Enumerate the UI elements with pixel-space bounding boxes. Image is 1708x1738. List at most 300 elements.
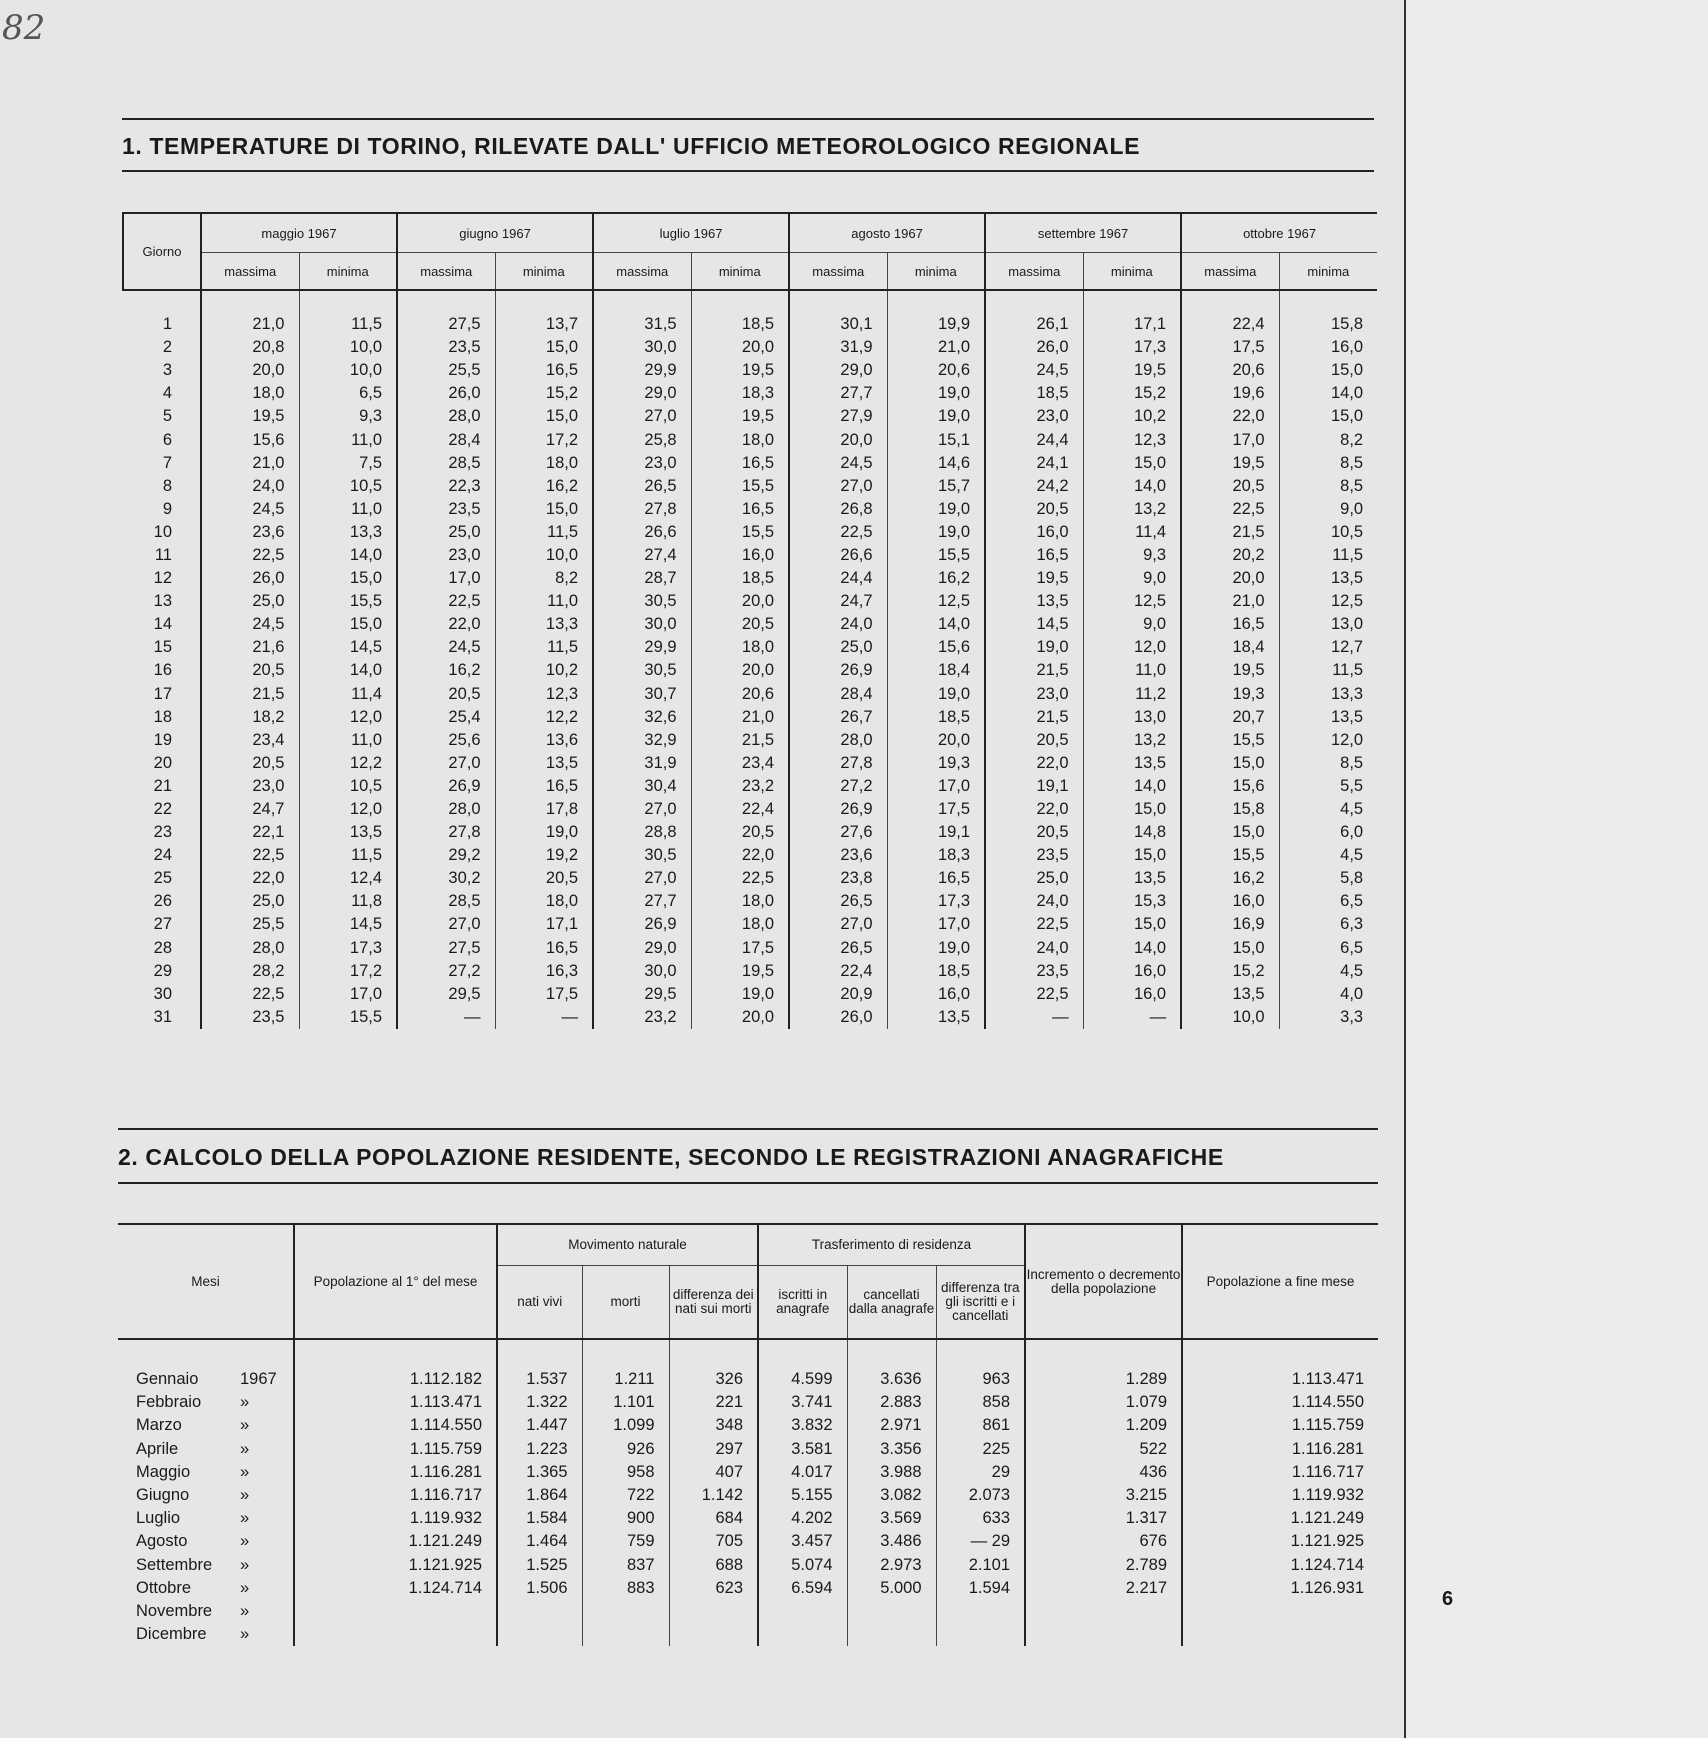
max-temp-cell: 22,0 <box>985 752 1083 775</box>
min-temp-cell: 19,0 <box>887 521 985 544</box>
day-cell: 19 <box>153 730 172 749</box>
max-temp-cell: 26,5 <box>789 937 887 960</box>
table-row <box>123 867 1377 890</box>
incremento-cell: 1.079 <box>1025 1391 1182 1414</box>
max-temp-cell: 21,6 <box>201 636 299 659</box>
min-temp-cell: 20,0 <box>691 1006 789 1029</box>
movimento-naturale-header: Movimento naturale <box>497 1224 758 1266</box>
table-row <box>123 937 1377 960</box>
table-row <box>123 636 1377 659</box>
max-temp-cell: 16,9 <box>1181 913 1279 936</box>
morti-cell: 759 <box>582 1530 669 1553</box>
page-edge-rule <box>1404 0 1406 1738</box>
min-temp-cell: 15,0 <box>495 498 593 521</box>
max-temp-cell: 24,5 <box>201 498 299 521</box>
max-temp-cell: 27,2 <box>789 775 887 798</box>
max-temp-cell: 15,6 <box>1181 775 1279 798</box>
iscritti-cell <box>758 1623 847 1646</box>
morti-cell: 958 <box>582 1461 669 1484</box>
cancellati-cell: 2.883 <box>847 1391 936 1414</box>
max-temp-cell: 19,5 <box>201 405 299 428</box>
day-cell: 21 <box>153 776 172 795</box>
max-temp-cell: 24,1 <box>985 452 1083 475</box>
year-value: » <box>240 1532 250 1551</box>
nati-cell <box>497 1623 582 1646</box>
min-temp-cell: 11,5 <box>299 290 397 336</box>
min-temp-cell: 12,3 <box>1083 428 1181 451</box>
table-row <box>118 1530 1378 1553</box>
min-temp-cell: 15,0 <box>495 405 593 428</box>
max-temp-cell: 28,5 <box>397 452 495 475</box>
month-header: luglio 1967 <box>593 213 789 253</box>
max-temp-cell: 29,0 <box>593 382 691 405</box>
month-name: Marzo <box>136 1416 182 1435</box>
max-temp-cell: 20,0 <box>789 428 887 451</box>
table-row <box>123 798 1377 821</box>
min-temp-cell: 15,3 <box>1083 890 1181 913</box>
min-temp-cell: 16,5 <box>495 775 593 798</box>
diff-res-cell: 2.073 <box>936 1484 1025 1507</box>
max-temp-cell: 22,5 <box>789 521 887 544</box>
min-temp-cell: 16,5 <box>691 452 789 475</box>
min-temp-cell: 20,0 <box>887 729 985 752</box>
min-temp-cell: 4,5 <box>1279 960 1377 983</box>
max-temp-cell: 24,4 <box>789 567 887 590</box>
min-temp-cell: 15,0 <box>495 336 593 359</box>
max-temp-cell: 26,5 <box>593 475 691 498</box>
pop-fine-cell: 1.121.925 <box>1182 1530 1378 1553</box>
day-cell: 7 <box>162 453 172 472</box>
min-temp-cell: 18,0 <box>691 428 789 451</box>
diff-nat-cell: 705 <box>669 1530 758 1553</box>
month-header: ottobre 1967 <box>1181 213 1377 253</box>
table-row <box>123 683 1377 706</box>
table-row <box>123 752 1377 775</box>
max-temp-cell: 21,5 <box>985 659 1083 682</box>
iscritti-cell: 3.457 <box>758 1530 847 1553</box>
pop-fine-cell: 1.119.932 <box>1182 1484 1378 1507</box>
max-temp-cell: 25,0 <box>201 890 299 913</box>
population-table <box>118 1223 1378 1646</box>
max-temp-cell: 20,7 <box>1181 706 1279 729</box>
max-temp-cell: 19,5 <box>985 567 1083 590</box>
giorno-header: Giorno <box>123 213 201 290</box>
max-temp-cell: 28,5 <box>397 890 495 913</box>
max-temp-cell: 21,0 <box>1181 590 1279 613</box>
max-temp-cell: 26,6 <box>593 521 691 544</box>
incremento-cell <box>1025 1600 1182 1623</box>
table-row <box>123 567 1377 590</box>
max-temp-cell: 24,5 <box>201 613 299 636</box>
minima-header: minima <box>495 253 593 291</box>
table-row <box>118 1414 1378 1437</box>
temperature-table <box>122 212 1377 1029</box>
min-temp-cell: 18,0 <box>691 890 789 913</box>
max-temp-cell: 20,5 <box>397 683 495 706</box>
max-temp-cell: 27,0 <box>593 798 691 821</box>
max-temp-cell: 26,5 <box>789 890 887 913</box>
page-number: 6 <box>1442 1588 1454 1610</box>
max-temp-cell: 22,4 <box>789 960 887 983</box>
max-temp-cell: 27,0 <box>593 405 691 428</box>
table-row <box>123 498 1377 521</box>
mese-cell <box>118 1484 294 1507</box>
min-temp-cell: 17,8 <box>495 798 593 821</box>
incremento-header: Incremento o decremento della popolazione <box>1025 1224 1182 1339</box>
min-temp-cell: 18,0 <box>495 452 593 475</box>
diff-nat-cell: 684 <box>669 1507 758 1530</box>
max-temp-cell: 10,0 <box>1181 1006 1279 1029</box>
minima-header: minima <box>691 253 789 291</box>
morti-cell <box>582 1623 669 1646</box>
min-temp-cell: 12,0 <box>1279 729 1377 752</box>
max-temp-cell: 27,4 <box>593 544 691 567</box>
max-temp-cell: 27,0 <box>789 475 887 498</box>
incremento-cell: 522 <box>1025 1438 1182 1461</box>
day-cell: 22 <box>153 800 172 819</box>
incremento-cell: 2.789 <box>1025 1554 1182 1577</box>
min-temp-cell: 15,5 <box>299 1006 397 1029</box>
max-temp-cell: 19,5 <box>1181 659 1279 682</box>
max-temp-cell: 24,4 <box>985 428 1083 451</box>
incremento-cell: 1.317 <box>1025 1507 1182 1530</box>
max-temp-cell: 18,4 <box>1181 636 1279 659</box>
min-temp-cell: 9,0 <box>1083 613 1181 636</box>
month-header: settembre 1967 <box>985 213 1181 253</box>
max-temp-cell: 24,5 <box>985 359 1083 382</box>
month-name: Giugno <box>136 1486 190 1505</box>
diff-res-cell: 225 <box>936 1438 1025 1461</box>
iscritti-header: iscritti in anagrafe <box>758 1266 847 1340</box>
max-temp-cell: 27,7 <box>789 382 887 405</box>
cancellati-header: cancellati dalla anagrafe <box>847 1266 936 1340</box>
min-temp-cell: 19,0 <box>887 498 985 521</box>
nati-cell: 1.464 <box>497 1530 582 1553</box>
year-value: » <box>240 1509 250 1528</box>
cancellati-cell: 3.636 <box>847 1339 936 1391</box>
min-temp-cell: 3,3 <box>1279 1006 1377 1029</box>
max-temp-cell: 20,5 <box>985 729 1083 752</box>
table-row <box>123 913 1377 936</box>
morti-cell: 837 <box>582 1554 669 1577</box>
min-temp-cell: 17,1 <box>1083 290 1181 336</box>
morti-cell: 900 <box>582 1507 669 1530</box>
table-row <box>123 590 1377 613</box>
max-temp-cell: 30,5 <box>593 659 691 682</box>
day-cell: 2 <box>162 338 172 357</box>
diff-res-cell: — 29 <box>936 1530 1025 1553</box>
min-temp-cell: 13,2 <box>1083 498 1181 521</box>
mese-cell <box>118 1507 294 1530</box>
min-temp-cell: 17,5 <box>887 798 985 821</box>
max-temp-cell: 26,0 <box>201 567 299 590</box>
nati-cell: 1.365 <box>497 1461 582 1484</box>
incremento-cell: 436 <box>1025 1461 1182 1484</box>
min-temp-cell: — <box>495 1006 593 1029</box>
diff-nat-cell <box>669 1600 758 1623</box>
min-temp-cell: 11,5 <box>1279 544 1377 567</box>
max-temp-cell: 20,8 <box>201 336 299 359</box>
max-temp-cell: 18,2 <box>201 706 299 729</box>
morti-cell: 1.099 <box>582 1414 669 1437</box>
day-cell: 12 <box>153 569 172 588</box>
min-temp-cell: 16,2 <box>887 567 985 590</box>
min-temp-cell: 19,5 <box>691 405 789 428</box>
min-temp-cell: 4,5 <box>1279 798 1377 821</box>
min-temp-cell: 7,5 <box>299 452 397 475</box>
nati-cell: 1.322 <box>497 1391 582 1414</box>
max-temp-cell: 16,0 <box>985 521 1083 544</box>
table-row <box>123 452 1377 475</box>
min-temp-cell: 5,5 <box>1279 775 1377 798</box>
max-temp-cell: 25,6 <box>397 729 495 752</box>
min-temp-cell: 19,5 <box>691 359 789 382</box>
max-temp-cell: 22,0 <box>201 867 299 890</box>
max-temp-cell: 23,5 <box>201 1006 299 1029</box>
min-temp-cell: 11,4 <box>1083 521 1181 544</box>
massima-header: massima <box>201 253 299 291</box>
minima-header: minima <box>1083 253 1181 291</box>
iscritti-cell: 5.155 <box>758 1484 847 1507</box>
max-temp-cell: 17,0 <box>1181 428 1279 451</box>
max-temp-cell: 22,5 <box>201 544 299 567</box>
table2-title: 2. CALCOLO DELLA POPOLAZIONE RESIDENTE, SECONDO LE REGISTRAZIONI ANAGRAFICHE <box>118 1128 1378 1184</box>
month-name: Febbraio <box>136 1393 202 1412</box>
year-value: 1967 <box>240 1370 277 1389</box>
min-temp-cell: 19,2 <box>495 844 593 867</box>
min-temp-cell: 13,3 <box>299 521 397 544</box>
cancellati-cell: 3.082 <box>847 1484 936 1507</box>
min-temp-cell: 12,3 <box>495 683 593 706</box>
max-temp-cell: 16,2 <box>1181 867 1279 890</box>
max-temp-cell: — <box>397 1006 495 1029</box>
min-temp-cell: 16,5 <box>495 359 593 382</box>
min-temp-cell: 13,3 <box>495 613 593 636</box>
max-temp-cell: 23,4 <box>201 729 299 752</box>
pop-inizio-cell: 1.116.717 <box>294 1484 497 1507</box>
min-temp-cell: 13,5 <box>495 752 593 775</box>
cancellati-cell <box>847 1623 936 1646</box>
cancellati-cell: 3.988 <box>847 1461 936 1484</box>
min-temp-cell: 5,8 <box>1279 867 1377 890</box>
max-temp-cell: 30,7 <box>593 683 691 706</box>
max-temp-cell: 20,6 <box>1181 359 1279 382</box>
day-cell: 26 <box>153 892 172 911</box>
max-temp-cell: 21,0 <box>201 290 299 336</box>
nati-cell <box>497 1600 582 1623</box>
min-temp-cell: 10,5 <box>299 475 397 498</box>
min-temp-cell: 11,4 <box>299 683 397 706</box>
min-temp-cell: 14,0 <box>1083 937 1181 960</box>
max-temp-cell: 20,0 <box>1181 567 1279 590</box>
max-temp-cell: 29,9 <box>593 636 691 659</box>
max-temp-cell: 28,7 <box>593 567 691 590</box>
max-temp-cell: 20,5 <box>201 752 299 775</box>
pop-inizio-cell: 1.115.759 <box>294 1438 497 1461</box>
day-cell: 15 <box>153 638 172 657</box>
max-temp-cell: 25,0 <box>201 590 299 613</box>
max-temp-cell: 19,0 <box>985 636 1083 659</box>
trasferimento-header: Trasferimento di residenza <box>758 1224 1025 1266</box>
max-temp-cell: 30,1 <box>789 290 887 336</box>
min-temp-cell: 11,0 <box>299 498 397 521</box>
min-temp-cell: 13,2 <box>1083 729 1181 752</box>
nati-cell: 1.506 <box>497 1577 582 1600</box>
iscritti-cell: 3.741 <box>758 1391 847 1414</box>
mese-cell <box>118 1339 294 1391</box>
min-temp-cell: 22,0 <box>691 844 789 867</box>
max-temp-cell: 15,8 <box>1181 798 1279 821</box>
min-temp-cell: 12,0 <box>299 798 397 821</box>
max-temp-cell: 24,2 <box>985 475 1083 498</box>
max-temp-cell: 26,9 <box>789 659 887 682</box>
max-temp-cell: 22,5 <box>1181 498 1279 521</box>
min-temp-cell: 11,5 <box>495 636 593 659</box>
min-temp-cell: 18,3 <box>691 382 789 405</box>
diff-nat-cell <box>669 1623 758 1646</box>
min-temp-cell: 11,0 <box>299 428 397 451</box>
min-temp-cell: 16,0 <box>887 983 985 1006</box>
pop-inizio-cell: 1.116.281 <box>294 1461 497 1484</box>
pop-fine-cell <box>1182 1623 1378 1646</box>
max-temp-cell: 27,8 <box>789 752 887 775</box>
min-temp-cell: 19,3 <box>887 752 985 775</box>
year-value: » <box>240 1601 250 1620</box>
table-row <box>123 844 1377 867</box>
min-temp-cell: 15,0 <box>299 567 397 590</box>
max-temp-cell: 21,5 <box>1181 521 1279 544</box>
min-temp-cell: 12,7 <box>1279 636 1377 659</box>
min-temp-cell: 17,1 <box>495 913 593 936</box>
min-temp-cell: 9,0 <box>1279 498 1377 521</box>
iscritti-cell: 4.599 <box>758 1339 847 1391</box>
year-value: » <box>240 1555 250 1574</box>
diff-res-cell: 29 <box>936 1461 1025 1484</box>
min-temp-cell: 18,0 <box>691 913 789 936</box>
min-temp-cell: 15,0 <box>1083 798 1181 821</box>
max-temp-cell: 24,7 <box>201 798 299 821</box>
month-name: Agosto <box>136 1532 188 1551</box>
iscritti-cell: 6.594 <box>758 1577 847 1600</box>
diff-nat-cell: 297 <box>669 1438 758 1461</box>
min-temp-cell: 21,0 <box>887 336 985 359</box>
min-temp-cell: 17,2 <box>495 428 593 451</box>
pop-fine-cell: 1.124.714 <box>1182 1554 1378 1577</box>
min-temp-cell: 18,5 <box>887 706 985 729</box>
min-temp-cell: 20,5 <box>691 821 789 844</box>
max-temp-cell: 27,9 <box>789 405 887 428</box>
min-temp-cell: 19,1 <box>887 821 985 844</box>
min-temp-cell: 18,4 <box>887 659 985 682</box>
max-temp-cell: 15,5 <box>1181 729 1279 752</box>
pop-inizio-cell: 1.114.550 <box>294 1414 497 1437</box>
mese-cell <box>118 1461 294 1484</box>
min-temp-cell: 17,2 <box>299 960 397 983</box>
table-row <box>123 775 1377 798</box>
morti-cell <box>582 1600 669 1623</box>
max-temp-cell: 19,6 <box>1181 382 1279 405</box>
max-temp-cell: 26,0 <box>397 382 495 405</box>
max-temp-cell: 21,0 <box>201 452 299 475</box>
diff-res-cell <box>936 1600 1025 1623</box>
min-temp-cell: 18,0 <box>691 636 789 659</box>
min-temp-cell: 10,2 <box>495 659 593 682</box>
pop-inizio-cell: 1.119.932 <box>294 1507 497 1530</box>
min-temp-cell: 16,2 <box>495 475 593 498</box>
max-temp-cell: 25,5 <box>397 359 495 382</box>
max-temp-cell: 29,9 <box>593 359 691 382</box>
month-name: Luglio <box>136 1509 181 1528</box>
table-row <box>123 521 1377 544</box>
table-row <box>123 1006 1377 1029</box>
max-temp-cell: 23,0 <box>397 544 495 567</box>
min-temp-cell: 6,5 <box>1279 937 1377 960</box>
max-temp-cell: 30,2 <box>397 867 495 890</box>
max-temp-cell: 22,5 <box>985 913 1083 936</box>
max-temp-cell: 30,4 <box>593 775 691 798</box>
min-temp-cell: 16,5 <box>495 937 593 960</box>
max-temp-cell: 18,5 <box>985 382 1083 405</box>
month-name: Settembre <box>136 1555 213 1574</box>
max-temp-cell: 29,5 <box>397 983 495 1006</box>
min-temp-cell: 19,5 <box>1083 359 1181 382</box>
incremento-cell <box>1025 1623 1182 1646</box>
min-temp-cell: 15,0 <box>1083 844 1181 867</box>
min-temp-cell: 18,5 <box>887 960 985 983</box>
max-temp-cell: 23,0 <box>201 775 299 798</box>
min-temp-cell: 10,0 <box>495 544 593 567</box>
min-temp-cell: 15,5 <box>887 544 985 567</box>
pop-fine-cell: 1.121.249 <box>1182 1507 1378 1530</box>
min-temp-cell: 13,5 <box>1279 706 1377 729</box>
cancellati-cell: 3.486 <box>847 1530 936 1553</box>
max-temp-cell: 25,5 <box>201 913 299 936</box>
max-temp-cell: 24,7 <box>789 590 887 613</box>
min-temp-cell: 19,0 <box>495 821 593 844</box>
month-header: agosto 1967 <box>789 213 985 253</box>
day-cell: 8 <box>162 476 172 495</box>
pop-fine-cell: 1.116.281 <box>1182 1438 1378 1461</box>
pop-inizio-cell: 1.121.249 <box>294 1530 497 1553</box>
diff-res-cell: 1.594 <box>936 1577 1025 1600</box>
min-temp-cell: 15,5 <box>691 521 789 544</box>
massima-header: massima <box>1181 253 1279 291</box>
min-temp-cell: 11,5 <box>299 844 397 867</box>
max-temp-cell: 27,6 <box>789 821 887 844</box>
max-temp-cell: 22,5 <box>201 844 299 867</box>
min-temp-cell: 19,5 <box>691 960 789 983</box>
iscritti-cell: 3.832 <box>758 1414 847 1437</box>
min-temp-cell: 13,5 <box>1279 567 1377 590</box>
min-temp-cell: 11,8 <box>299 890 397 913</box>
max-temp-cell: 20,2 <box>1181 544 1279 567</box>
max-temp-cell: 27,0 <box>397 752 495 775</box>
cancellati-cell: 3.356 <box>847 1438 936 1461</box>
table-row <box>123 475 1377 498</box>
day-cell: 17 <box>153 684 172 703</box>
max-temp-cell: 26,9 <box>593 913 691 936</box>
diff-nat-cell: 348 <box>669 1414 758 1437</box>
min-temp-cell: 12,0 <box>299 706 397 729</box>
max-temp-cell: 25,0 <box>789 636 887 659</box>
max-temp-cell: 30,5 <box>593 590 691 613</box>
min-temp-cell: 20,0 <box>691 336 789 359</box>
diff-res-cell: 861 <box>936 1414 1025 1437</box>
year-value: » <box>240 1486 250 1505</box>
day-cell: 31 <box>153 1007 172 1026</box>
table-row <box>118 1461 1378 1484</box>
massima-header: massima <box>985 253 1083 291</box>
